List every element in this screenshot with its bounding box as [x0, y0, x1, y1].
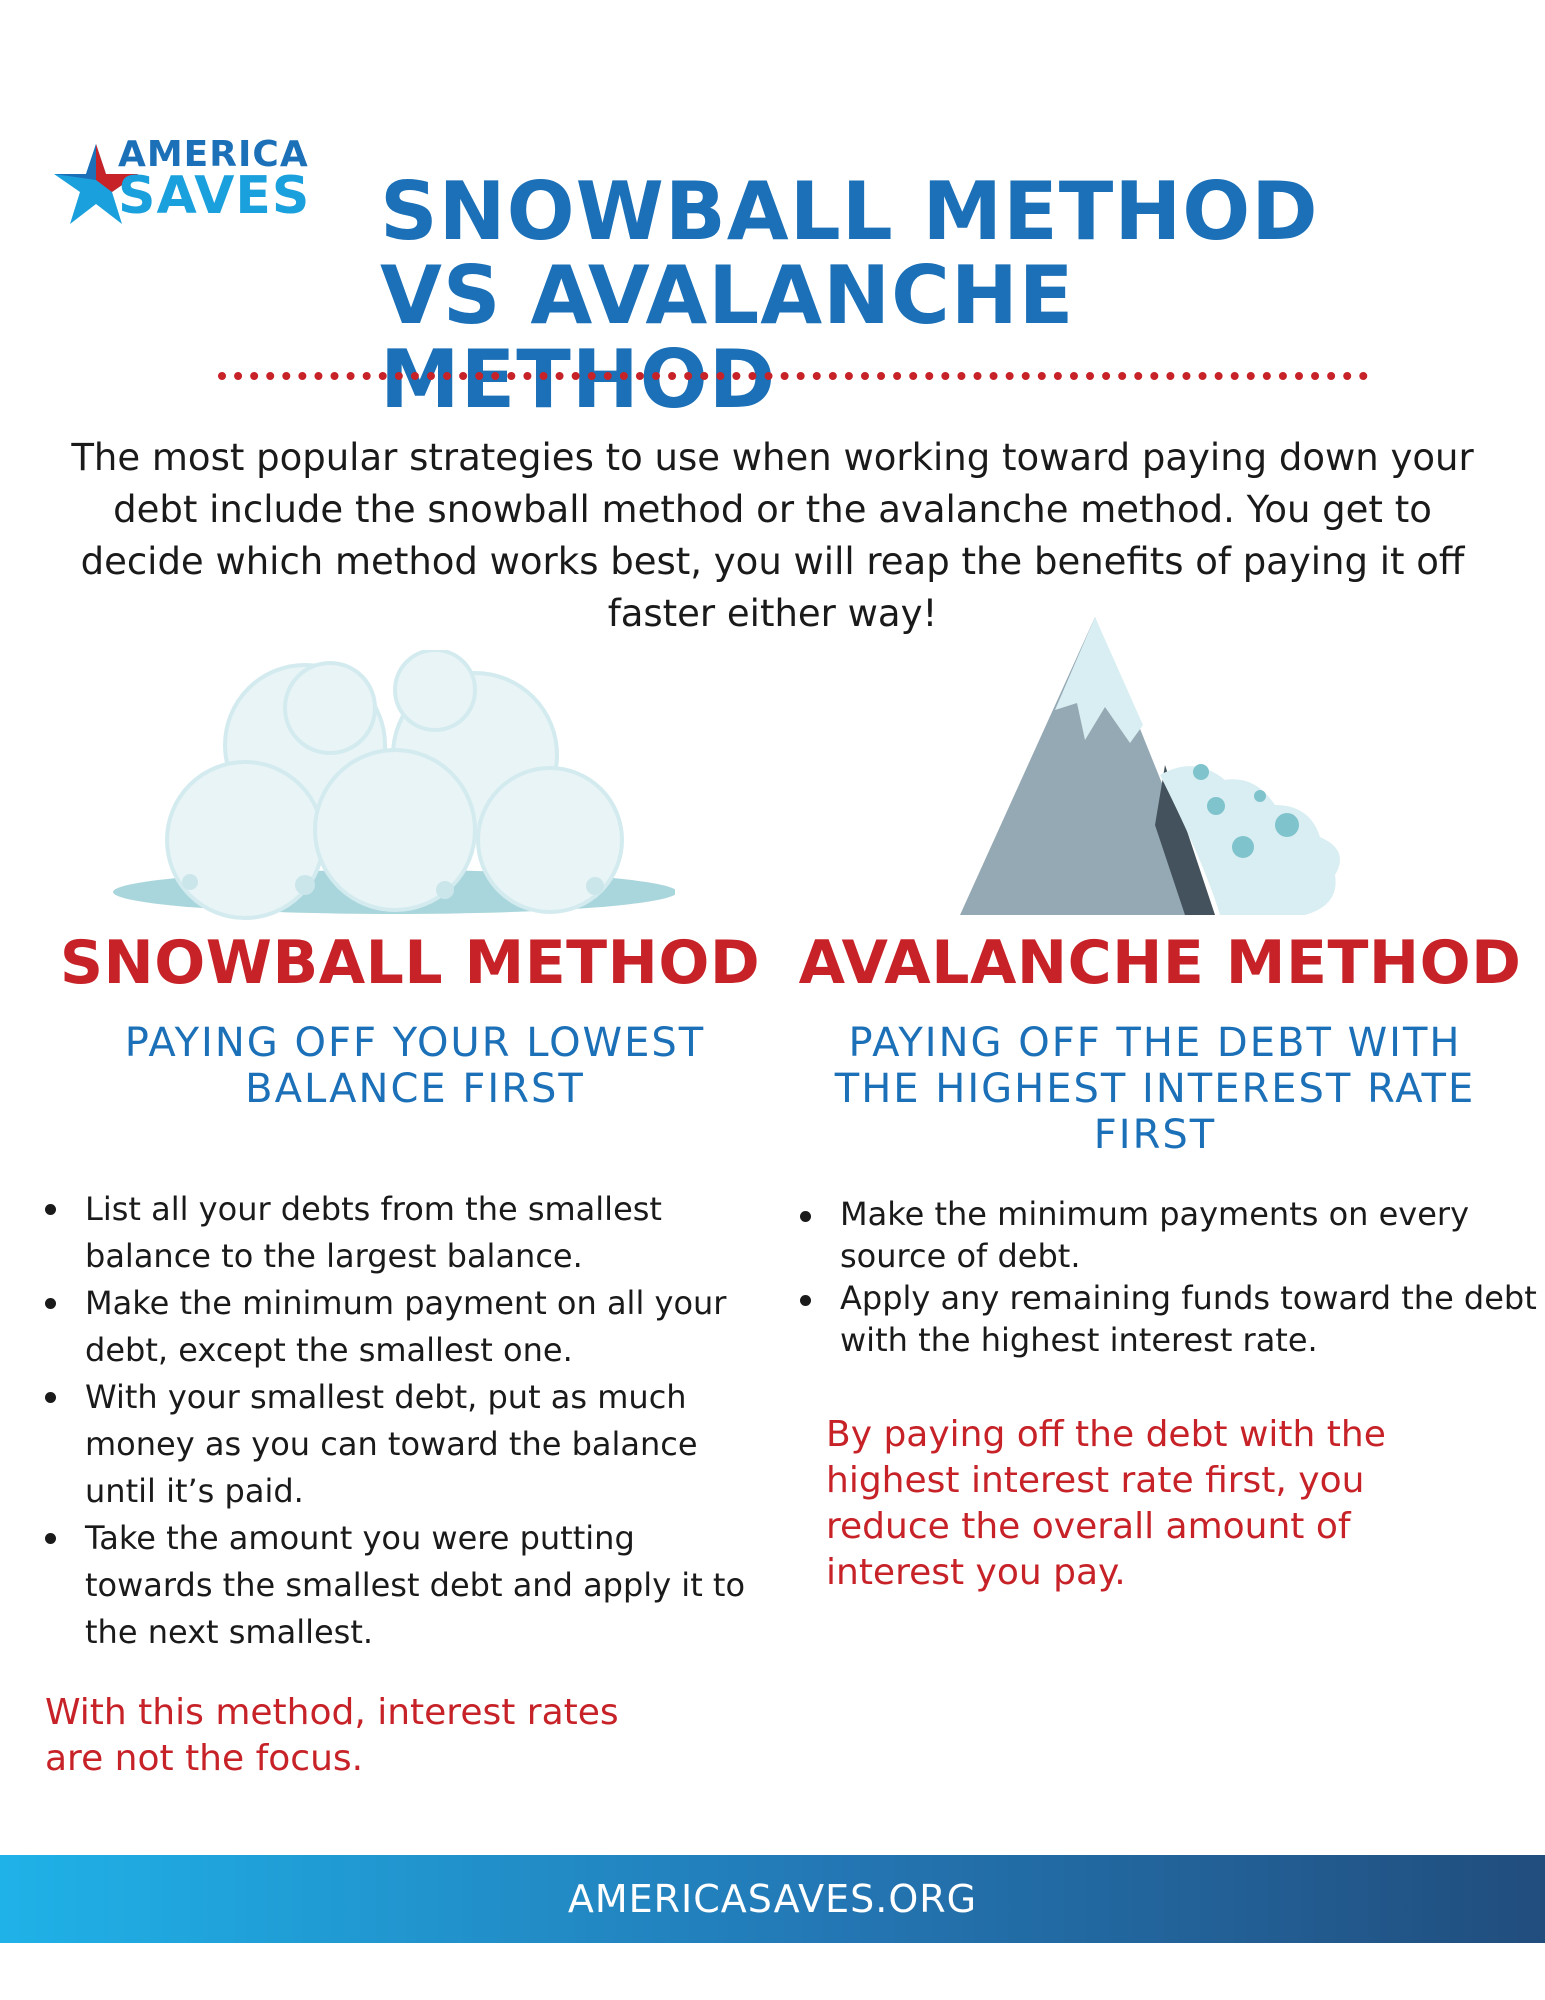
- list-item: Make the minimum payment on all your debt, except the smallest one.: [45, 1280, 755, 1374]
- list-item: Take the amount you were putting towards the smallest debt and apply it to the next smallest.: [45, 1515, 755, 1656]
- snowball-method-subtitle: PAYING OFF YOUR LOWEST BALANCE FIRST: [124, 1020, 706, 1112]
- bullet-icon: [45, 1204, 56, 1215]
- snowball-method-title: SNOWBALL METHOD: [59, 928, 761, 998]
- bullet-icon: [45, 1392, 56, 1403]
- snowball-steps-list: [45, 1186, 755, 1656]
- list-item: List all your debts from the smallest balance to the largest balance.: [45, 1186, 755, 1280]
- logo-text-saves: SAVES: [118, 166, 311, 226]
- avalanche-method-subtitle: PAYING OFF THE DEBT WITH THE HIGHEST INTEREST RATE FIRST: [834, 1020, 1476, 1158]
- intro-paragraph: The most popular strategies to use when working toward paying down your debt include the snowball method or the avalanche method. You get to decide which method works best, you will reap the benefits of paying it off faster either way!: [71, 436, 1474, 635]
- logo-text-america: AMERICA: [118, 134, 309, 175]
- list-item: With your smallest debt, put as much money as you can toward the balance until it’s paid.: [45, 1374, 755, 1515]
- avalanche-steps-list: [800, 1193, 1540, 1361]
- bullet-icon: [800, 1295, 811, 1306]
- bullet-icon: [45, 1533, 56, 1544]
- snowball-note: With this method, interest rates are not the focus.: [45, 1692, 619, 1779]
- footer-website-link[interactable]: AMERICASAVES.ORG: [567, 1877, 978, 1921]
- title-divider: [218, 372, 1368, 380]
- list-item: Make the minimum payments on every source of debt.: [800, 1193, 1540, 1277]
- snowballs-illustration: [95, 650, 675, 920]
- america-saves-logo: [52, 132, 342, 242]
- bullet-icon: [800, 1211, 811, 1222]
- page-title: SNOWBALL METHOD VS AVALANCHE METHOD: [380, 165, 1319, 426]
- avalanche-note: By paying off the debt with the highest interest rate first, you reduce the overall amount of interest you pay.: [826, 1414, 1386, 1593]
- mountain-avalanche-illustration: [955, 615, 1355, 925]
- bullet-icon: [45, 1298, 56, 1309]
- footer-banner: [0, 1855, 1545, 1943]
- list-item: Apply any remaining funds toward the debt with the highest interest rate.: [800, 1277, 1540, 1361]
- avalanche-method-title: AVALANCHE METHOD: [798, 928, 1522, 998]
